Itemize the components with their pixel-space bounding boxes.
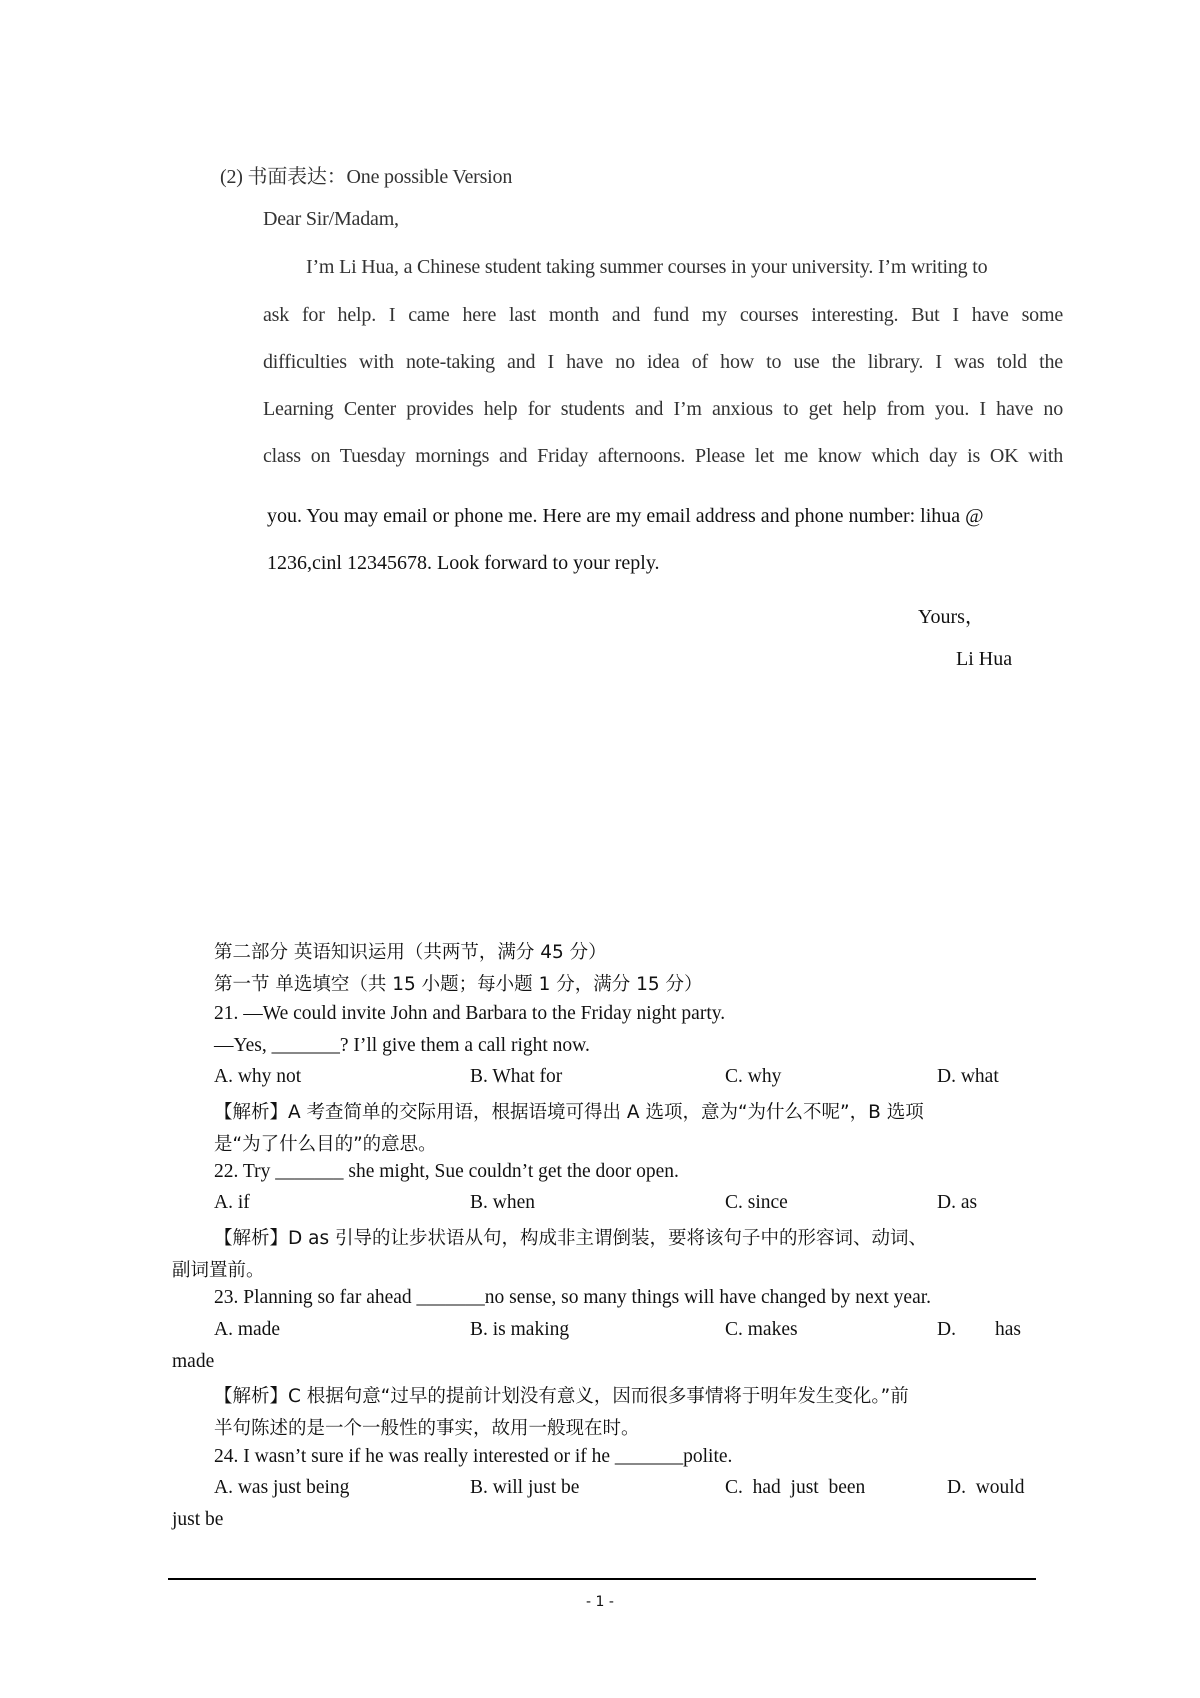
part-title: 第二部分 英语知识运用（共两节，满分 45 分） [214, 942, 607, 963]
question-21-option-b: B. What for [470, 1066, 563, 1087]
question-21-option-d: D. what [937, 1066, 999, 1087]
essay-line: I’m Li Hua, a Chinese student taking summer courses in your university. I’m writing to [306, 256, 988, 278]
question-23-analysis-cont: 半句陈述的是一个一般性的事实，故用一般现在时。 [214, 1418, 640, 1439]
question-21-stem-reply: —Yes, _______? I’ll give them a call right now. [214, 1035, 590, 1056]
question-23-option-d: D. has [937, 1319, 1021, 1340]
question-22-option-b: B. when [470, 1192, 535, 1213]
question-22-analysis-cont: 副词置前。 [172, 1260, 265, 1281]
question-23-option-b: B. is making [470, 1319, 570, 1340]
question-21-analysis-cont: 是“为了什么目的”的意思。 [214, 1134, 437, 1155]
question-21-analysis: 【解析】A 考查简单的交际用语，根据语境可得出 A 选项，意为“为什么不呢”，B 选项 [214, 1102, 924, 1123]
question-24-stem: 24. I wasn’t sure if he was really interested or if he _______polite. [214, 1446, 733, 1467]
question-21-option-a: A. why not [214, 1066, 302, 1087]
question-22-option-a: A. if [214, 1192, 250, 1213]
question-22-analysis: 【解析】D as 引导的让步状语从句，构成非主谓倒装，要将该句子中的形容词、动词、 [214, 1228, 927, 1249]
question-23-option-c: C. makes [725, 1319, 798, 1340]
essay-line: you. You may email or phone me. Here are my email address and phone number: lihua @ [267, 505, 984, 527]
question-22-stem: 22. Try _______ she might, Sue couldn’t get the door open. [214, 1161, 679, 1182]
question-24-option-d: D. would [947, 1477, 1025, 1498]
essay-closing: Yours， [918, 606, 985, 628]
question-21-stem: 21. —We could invite John and Barbara to the Friday night party. [214, 1003, 726, 1024]
essay-line: Learning Center provides help for students and I’m anxious to get help from you. I have no [263, 398, 1063, 420]
essay-line: difficulties with note-taking and I have no idea of how to use the library. I was told the [263, 351, 1063, 373]
question-22-option-d: D. as [937, 1192, 978, 1213]
essay-line: class on Tuesday mornings and Friday afternoons. Please let me know which day is OK with [263, 445, 1063, 467]
page-number: - 1 - [586, 1594, 614, 1610]
essay-line: ask for help. I came here last month and fund my courses interesting. But I have some [263, 304, 1063, 326]
question-23-stem: 23. Planning so far ahead _______no sense, so many things will have changed by next year. [214, 1287, 932, 1308]
question-24-option-d-cont: just be [172, 1509, 224, 1530]
question-24-option-c: C. had just been [725, 1477, 866, 1498]
essay-signature: Li Hua [956, 648, 1013, 670]
essay-line: 1236,cinl 12345678. Look forward to your reply. [267, 552, 660, 574]
question-21-option-c: C. why [725, 1066, 782, 1087]
question-22-option-c: C. since [725, 1192, 788, 1213]
section-title: 第一节 单选填空（共 15 小题；每小题 1 分，满分 15 分） [214, 974, 703, 995]
question-23-option-d-cont: made [172, 1351, 215, 1372]
footer-rule [168, 1578, 1036, 1580]
question-23-analysis: 【解析】C 根据句意“过早的提前计划没有意义，因而很多事情将于明年发生变化。”前 [214, 1386, 909, 1407]
essay-heading: (2) 书面表达：One possible Version [220, 166, 513, 188]
question-24-option-b: B. will just be [470, 1477, 580, 1498]
essay-salutation: Dear Sir/Madam, [263, 208, 399, 230]
question-23-option-a: A. made [214, 1319, 281, 1340]
question-24-option-a: A. was just being [214, 1477, 350, 1498]
